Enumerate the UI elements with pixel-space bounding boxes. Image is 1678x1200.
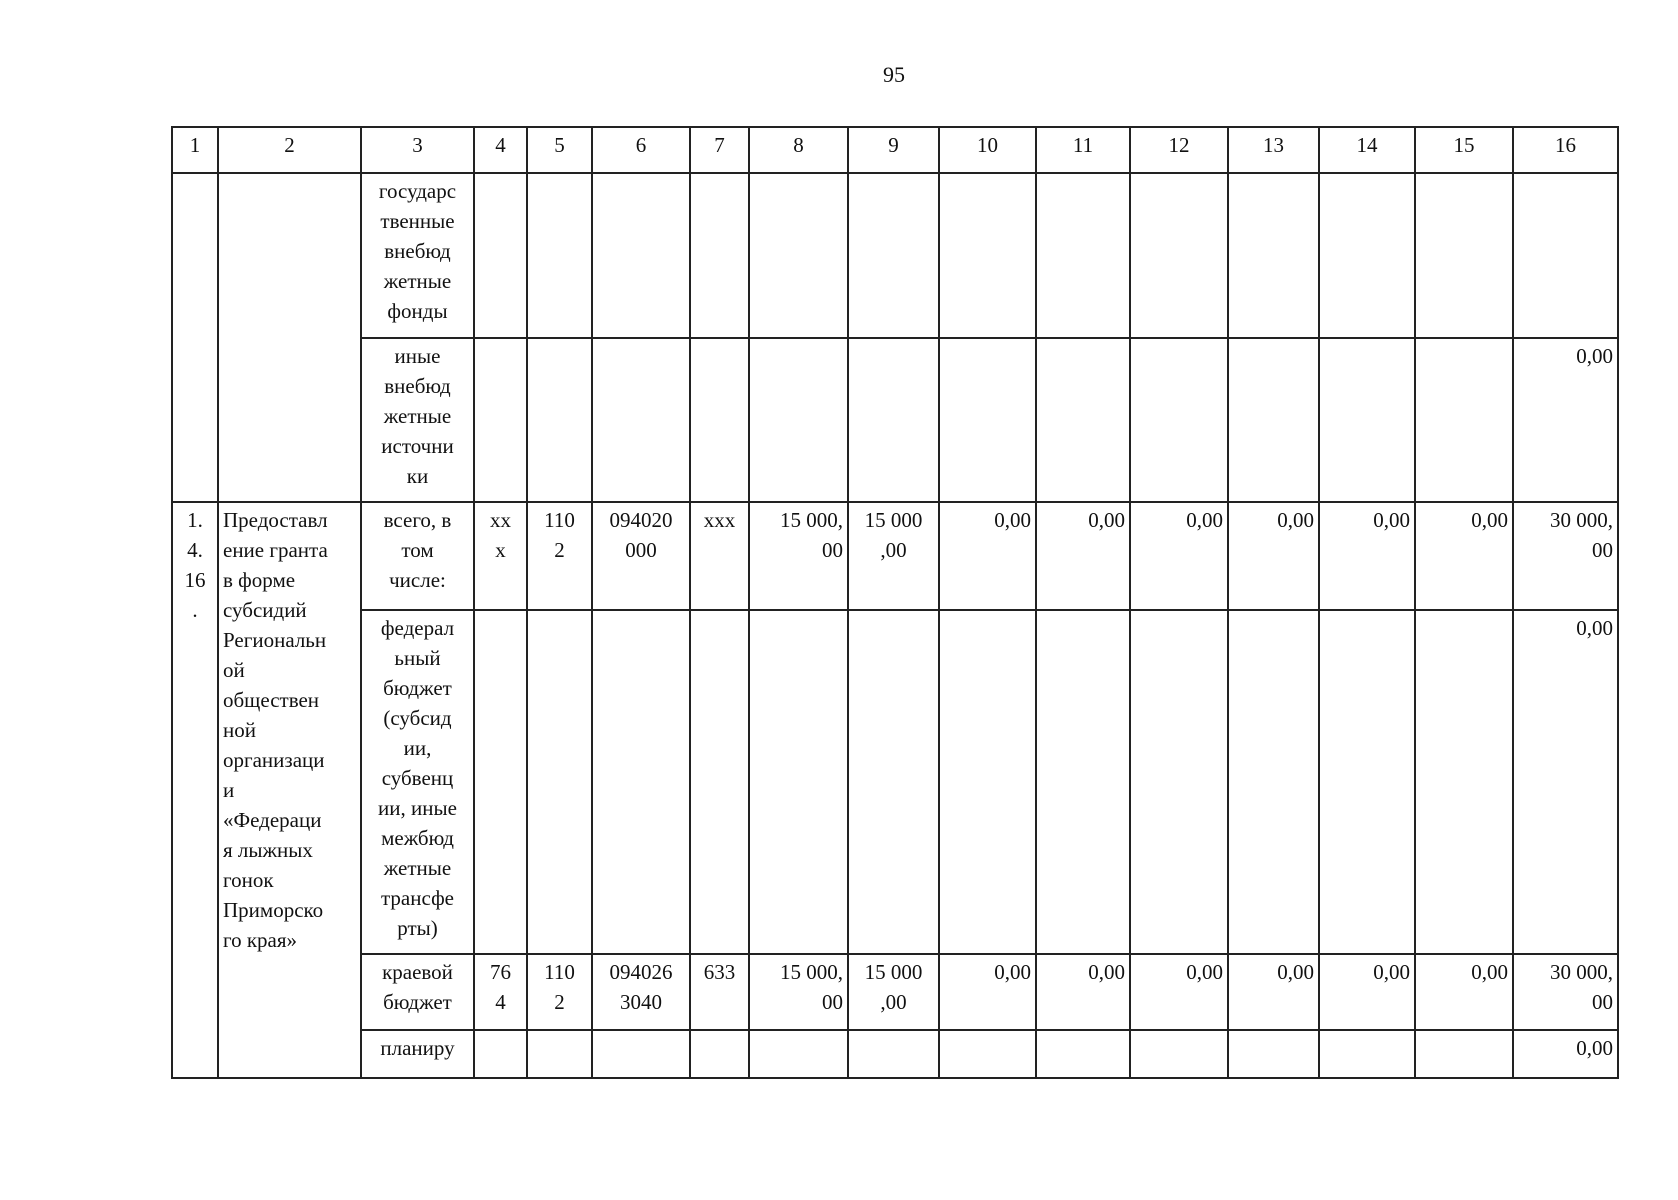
value-cell bbox=[939, 1030, 1036, 1078]
value-cell-col16: 30 000, 00 bbox=[1513, 954, 1618, 1030]
value-cell-col9: 15 000 ,00 bbox=[848, 502, 939, 610]
value-cell bbox=[848, 1030, 939, 1078]
value-cell bbox=[690, 338, 749, 502]
source-cell: государс твенные внебюд жетные фонды bbox=[361, 173, 474, 338]
value-cell bbox=[1036, 338, 1130, 502]
value-cell bbox=[474, 610, 527, 954]
value-cell bbox=[1130, 1030, 1228, 1078]
value-cell-col4: хх х bbox=[474, 502, 527, 610]
value-cell-col13: 0,00 bbox=[1228, 502, 1319, 610]
header-cell-2: 2 bbox=[218, 127, 361, 173]
value-cell bbox=[690, 173, 749, 338]
value-cell bbox=[1228, 173, 1319, 338]
value-cell-col5: 110 2 bbox=[527, 502, 592, 610]
value-cell bbox=[939, 173, 1036, 338]
value-cell bbox=[1319, 173, 1415, 338]
value-cell-col8: 15 000, 00 bbox=[749, 954, 848, 1030]
table-row-other-sources bbox=[172, 338, 1618, 502]
value-cell-col5: 110 2 bbox=[527, 954, 592, 1030]
value-cell-col16: 0,00 bbox=[1513, 610, 1618, 954]
value-cell bbox=[592, 610, 690, 954]
budget-table bbox=[171, 126, 1619, 1079]
header-cell-10: 10 bbox=[939, 127, 1036, 173]
value-cell bbox=[527, 610, 592, 954]
value-cell bbox=[1228, 338, 1319, 502]
value-cell bbox=[1415, 338, 1513, 502]
value-cell bbox=[1319, 610, 1415, 954]
value-cell-col16: 30 000, 00 bbox=[1513, 502, 1618, 610]
value-cell bbox=[592, 338, 690, 502]
table-row-planned bbox=[172, 1030, 1618, 1078]
value-cell bbox=[1228, 1030, 1319, 1078]
value-cell bbox=[592, 173, 690, 338]
header-row bbox=[172, 127, 1618, 173]
value-cell-col9: 15 000 ,00 bbox=[848, 954, 939, 1030]
header-cell-14: 14 bbox=[1319, 127, 1415, 173]
value-cell-col8: 15 000, 00 bbox=[749, 502, 848, 610]
header-cell-8: 8 bbox=[749, 127, 848, 173]
value-cell bbox=[474, 338, 527, 502]
source-cell: всего, в том числе: bbox=[361, 502, 474, 610]
source-cell: федерал ьный бюджет (субсид ии, субвенц ии, иные межбюд жетные трансфе рты) bbox=[361, 610, 474, 954]
value-cell bbox=[527, 1030, 592, 1078]
value-cell-col13: 0,00 bbox=[1228, 954, 1319, 1030]
value-cell bbox=[749, 173, 848, 338]
value-cell bbox=[1415, 610, 1513, 954]
value-cell-col16: 0,00 bbox=[1513, 338, 1618, 502]
value-cell bbox=[1130, 173, 1228, 338]
header-cell-7: 7 bbox=[690, 127, 749, 173]
table-row-total bbox=[172, 502, 1618, 610]
value-cell bbox=[690, 610, 749, 954]
value-cell-col6: 094020 000 bbox=[592, 502, 690, 610]
header-cell-4: 4 bbox=[474, 127, 527, 173]
value-cell-col12: 0,00 bbox=[1130, 954, 1228, 1030]
value-cell bbox=[848, 173, 939, 338]
value-cell bbox=[749, 610, 848, 954]
header-cell-9: 9 bbox=[848, 127, 939, 173]
header-cell-5: 5 bbox=[527, 127, 592, 173]
header-cell-13: 13 bbox=[1228, 127, 1319, 173]
value-cell bbox=[592, 1030, 690, 1078]
value-cell-col12: 0,00 bbox=[1130, 502, 1228, 610]
value-cell-col11: 0,00 bbox=[1036, 502, 1130, 610]
value-cell bbox=[690, 1030, 749, 1078]
value-cell bbox=[749, 338, 848, 502]
header-cell-12: 12 bbox=[1130, 127, 1228, 173]
empty-number-cell bbox=[172, 173, 218, 502]
value-cell bbox=[1036, 1030, 1130, 1078]
value-cell bbox=[1319, 1030, 1415, 1078]
item-number: 1. 4. 16 . bbox=[172, 502, 218, 1078]
value-cell bbox=[939, 610, 1036, 954]
value-cell-col6: 094026 3040 bbox=[592, 954, 690, 1030]
value-cell bbox=[1228, 610, 1319, 954]
page-number: 95 bbox=[883, 62, 905, 87]
value-cell bbox=[1415, 1030, 1513, 1078]
value-cell bbox=[1130, 338, 1228, 502]
source-cell: иные внебюд жетные источни ки bbox=[361, 338, 474, 502]
empty-name-cell bbox=[218, 173, 361, 502]
value-cell-col15: 0,00 bbox=[1415, 502, 1513, 610]
value-cell bbox=[1513, 173, 1618, 338]
value-cell bbox=[848, 338, 939, 502]
value-cell bbox=[1319, 338, 1415, 502]
header-cell-6: 6 bbox=[592, 127, 690, 173]
header-cell-11: 11 bbox=[1036, 127, 1130, 173]
source-cell: планиру bbox=[361, 1030, 474, 1078]
header-cell-3: 3 bbox=[361, 127, 474, 173]
table-row-federal bbox=[172, 610, 1618, 954]
header-cell-16: 16 bbox=[1513, 127, 1618, 173]
value-cell bbox=[474, 1030, 527, 1078]
value-cell-col7: ххх bbox=[690, 502, 749, 610]
table-row-regional bbox=[172, 954, 1618, 1030]
value-cell bbox=[749, 1030, 848, 1078]
value-cell bbox=[848, 610, 939, 954]
value-cell bbox=[939, 338, 1036, 502]
table-row-gos-fund bbox=[172, 173, 1618, 338]
header-cell-1: 1 bbox=[172, 127, 218, 173]
value-cell-col11: 0,00 bbox=[1036, 954, 1130, 1030]
value-cell-col10: 0,00 bbox=[939, 954, 1036, 1030]
value-cell bbox=[527, 338, 592, 502]
value-cell bbox=[1415, 173, 1513, 338]
header-cell-15: 15 bbox=[1415, 127, 1513, 173]
value-cell-col7: 633 bbox=[690, 954, 749, 1030]
value-cell bbox=[1130, 610, 1228, 954]
value-cell-col4: 76 4 bbox=[474, 954, 527, 1030]
value-cell bbox=[1036, 610, 1130, 954]
value-cell-col16: 0,00 bbox=[1513, 1030, 1618, 1078]
value-cell bbox=[474, 173, 527, 338]
value-cell-col14: 0,00 bbox=[1319, 502, 1415, 610]
value-cell bbox=[1036, 173, 1130, 338]
value-cell-col15: 0,00 bbox=[1415, 954, 1513, 1030]
item-name: Предоставл ение гранта в форме субсидий Региональн ой обществен ной организаци и «Федераци я лыжных гонок Приморско го края» bbox=[218, 502, 361, 1078]
source-cell: краевой бюджет bbox=[361, 954, 474, 1030]
value-cell bbox=[527, 173, 592, 338]
value-cell-col10: 0,00 bbox=[939, 502, 1036, 610]
value-cell-col14: 0,00 bbox=[1319, 954, 1415, 1030]
